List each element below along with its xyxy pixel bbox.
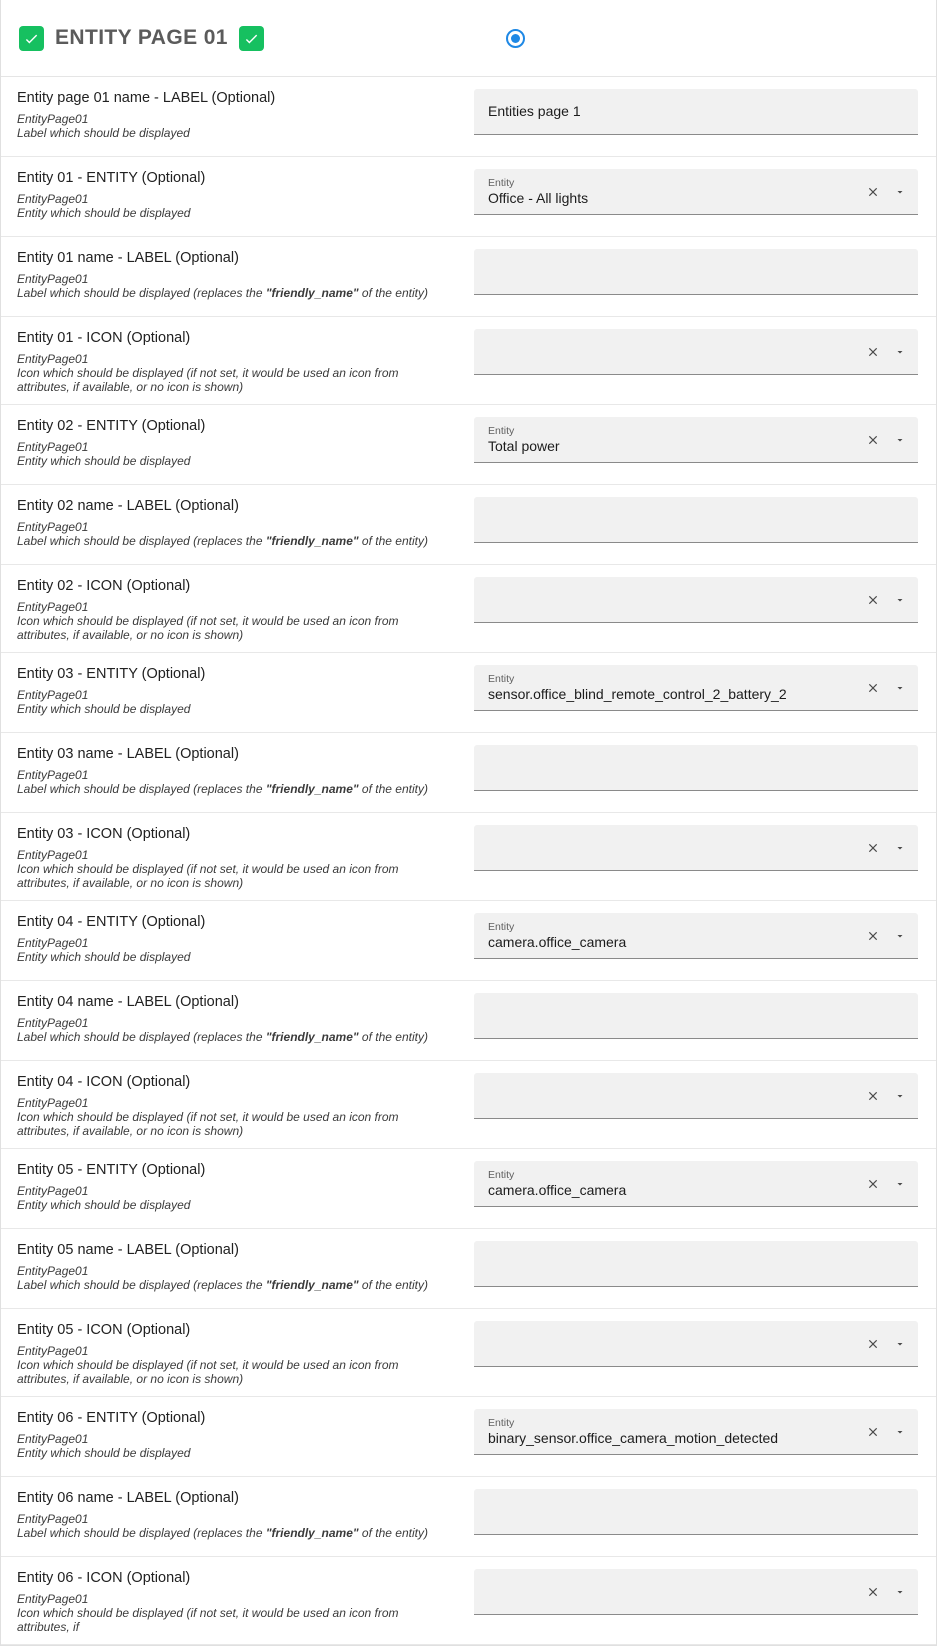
setting-row-control: [460, 1397, 936, 1476]
entity-select[interactable]: [474, 329, 918, 375]
setting-row-control: [460, 1557, 936, 1644]
chevron-down-icon[interactable]: [892, 1424, 908, 1440]
setting-row: [1, 733, 936, 813]
clear-icon[interactable]: [865, 1176, 881, 1192]
text-input[interactable]: [474, 89, 918, 135]
setting-row-info: [1, 653, 460, 732]
setting-row: [1, 1397, 936, 1477]
entity-select[interactable]: [474, 1409, 918, 1455]
setting-description: Icon which should be displayed (if not set, it would be used an icon from attributes, if available, or no icon is shown): [17, 862, 399, 890]
clear-icon[interactable]: [865, 432, 881, 448]
field-value[interactable]: camera.office_camera: [488, 933, 627, 950]
field-actions: [865, 417, 908, 462]
setting-description: Label which should be displayed (replaces the "friendly_name" of the entity): [17, 782, 428, 796]
setting-row-info: [1, 901, 460, 980]
setting-key: EntityPage01: [17, 1096, 89, 1110]
setting-description: Label which should be displayed (replaces the "friendly_name" of the entity): [17, 1526, 428, 1540]
setting-key: EntityPage01: [17, 1184, 89, 1198]
clear-icon[interactable]: [865, 840, 881, 856]
field-floating-label: Entity: [488, 1168, 515, 1181]
chevron-down-icon[interactable]: [892, 1336, 908, 1352]
setting-row-info: [1, 813, 460, 900]
setting-key: EntityPage01: [17, 1432, 89, 1446]
setting-description: Label which should be displayed: [17, 126, 190, 140]
entity-select[interactable]: [474, 577, 918, 623]
setting-row-info: [1, 317, 460, 404]
setting-row-info: [1, 485, 460, 564]
setting-row: [1, 1229, 936, 1309]
setting-description: Label which should be displayed (replaces the "friendly_name" of the entity): [17, 1278, 428, 1292]
field-actions: [865, 1409, 908, 1454]
setting-row: [1, 485, 936, 565]
setting-description: Icon which should be displayed (if not set, it would be used an icon from attributes, if available, or no icon is shown): [17, 614, 399, 642]
setting-title: Entity 02 - ICON (Optional): [17, 578, 191, 594]
setting-key: EntityPage01: [17, 1512, 89, 1526]
field-actions: [865, 1321, 908, 1366]
setting-row: [1, 1149, 936, 1229]
field-value[interactable]: Entities page 1: [488, 103, 581, 119]
field-actions: [865, 1569, 908, 1614]
setting-description: Entity which should be displayed: [17, 1446, 191, 1460]
header-left-checkbox[interactable]: [19, 26, 44, 51]
setting-row-control: [460, 1309, 936, 1396]
setting-row-control: [460, 1477, 936, 1556]
text-input[interactable]: [474, 1241, 918, 1287]
setting-row-info: [1, 157, 460, 236]
field-floating-label: Entity: [488, 424, 515, 437]
chevron-down-icon[interactable]: [892, 928, 908, 944]
setting-description: Entity which should be displayed: [17, 1198, 191, 1212]
setting-row: [1, 317, 936, 405]
chevron-down-icon[interactable]: [892, 1176, 908, 1192]
chevron-down-icon[interactable]: [892, 432, 908, 448]
settings-rows: [1, 77, 936, 1645]
header-radio-wrap: [506, 29, 525, 48]
setting-row-info: [1, 1557, 460, 1644]
page-header: [1, 0, 936, 77]
setting-key: EntityPage01: [17, 520, 89, 534]
setting-key: EntityPage01: [17, 440, 89, 454]
setting-row-info: [1, 1229, 460, 1308]
field-value[interactable]: binary_sensor.office_camera_motion_detected: [488, 1429, 779, 1446]
setting-row-info: [1, 1477, 460, 1556]
clear-icon[interactable]: [865, 1336, 881, 1352]
radio-dot: [511, 34, 520, 43]
clear-icon[interactable]: [865, 1424, 881, 1440]
setting-title: Entity 05 - ENTITY (Optional): [17, 1162, 206, 1178]
field-actions: [865, 577, 908, 622]
setting-key: EntityPage01: [17, 1016, 89, 1030]
chevron-down-icon[interactable]: [892, 680, 908, 696]
clear-icon[interactable]: [865, 1584, 881, 1600]
header-right-checkbox[interactable]: [239, 26, 264, 51]
setting-row: [1, 981, 936, 1061]
setting-key: EntityPage01: [17, 688, 89, 702]
setting-row-info: [1, 237, 460, 316]
field-value[interactable]: sensor.office_blind_remote_control_2_battery_2: [488, 685, 787, 702]
setting-key: EntityPage01: [17, 1592, 89, 1606]
setting-row-control: [460, 77, 936, 156]
setting-row-control: [460, 1149, 936, 1228]
text-input[interactable]: [474, 745, 918, 791]
field-actions: [865, 665, 908, 710]
setting-row-info: [1, 405, 460, 484]
entity-select[interactable]: [474, 169, 918, 215]
setting-row: [1, 77, 936, 157]
field-floating-label: Entity: [488, 176, 515, 189]
field-floating-label: Entity: [488, 1416, 515, 1429]
setting-key: EntityPage01: [17, 600, 89, 614]
text-input[interactable]: [474, 249, 918, 295]
setting-title: Entity 06 name - LABEL (Optional): [17, 1490, 239, 1506]
setting-title: Entity 06 - ENTITY (Optional): [17, 1410, 206, 1426]
setting-row-control: [460, 157, 936, 236]
setting-key: EntityPage01: [17, 112, 89, 126]
entity-select[interactable]: [474, 1073, 918, 1119]
setting-row-info: [1, 1061, 460, 1148]
chevron-down-icon[interactable]: [892, 1088, 908, 1104]
setting-title: Entity 04 - ENTITY (Optional): [17, 914, 206, 930]
setting-description: Icon which should be displayed (if not set, it would be used an icon from attributes, if available, or no icon is shown): [17, 1358, 399, 1386]
setting-row-control: [460, 653, 936, 732]
setting-row: [1, 565, 936, 653]
setting-row: [1, 901, 936, 981]
setting-description: Label which should be displayed (replaces the "friendly_name" of the entity): [17, 534, 428, 548]
setting-description: Icon which should be displayed (if not set, it would be used an icon from attributes, if available, or no icon is shown): [17, 366, 399, 394]
clear-icon[interactable]: [865, 1088, 881, 1104]
setting-row-control: [460, 733, 936, 812]
setting-key: EntityPage01: [17, 1264, 89, 1278]
text-input[interactable]: [474, 993, 918, 1039]
setting-key: EntityPage01: [17, 848, 89, 862]
field-value[interactable]: camera.office_camera: [488, 1181, 627, 1198]
setting-row-info: [1, 981, 460, 1060]
setting-row-control: [460, 485, 936, 564]
setting-key: EntityPage01: [17, 768, 89, 782]
setting-row-info: [1, 1397, 460, 1476]
setting-title: Entity 01 - ENTITY (Optional): [17, 170, 206, 186]
setting-title: Entity 05 - ICON (Optional): [17, 1322, 191, 1338]
header-radio-button[interactable]: [506, 29, 525, 48]
setting-title: Entity 03 - ENTITY (Optional): [17, 666, 206, 682]
setting-row-info: [1, 565, 460, 652]
clear-icon[interactable]: [865, 344, 881, 360]
setting-title: Entity 03 - ICON (Optional): [17, 826, 191, 842]
text-input[interactable]: [474, 497, 918, 543]
setting-description: Label which should be displayed (replaces the "friendly_name" of the entity): [17, 1030, 428, 1044]
setting-key: EntityPage01: [17, 192, 89, 206]
chevron-down-icon[interactable]: [892, 184, 908, 200]
setting-key: EntityPage01: [17, 272, 89, 286]
setting-description: Entity which should be displayed: [17, 206, 191, 220]
entity-select[interactable]: [474, 665, 918, 711]
setting-row: [1, 237, 936, 317]
entity-select[interactable]: [474, 913, 918, 959]
setting-key: EntityPage01: [17, 352, 89, 366]
setting-row: [1, 157, 936, 237]
setting-row: [1, 653, 936, 733]
clear-icon[interactable]: [865, 592, 881, 608]
clear-icon[interactable]: [865, 184, 881, 200]
setting-row-control: [460, 317, 936, 404]
setting-title: Entity 05 name - LABEL (Optional): [17, 1242, 239, 1258]
entity-select[interactable]: [474, 1321, 918, 1367]
setting-row-control: [460, 813, 936, 900]
setting-title: Entity 02 - ENTITY (Optional): [17, 418, 206, 434]
setting-row: [1, 1309, 936, 1397]
chevron-down-icon[interactable]: [892, 1584, 908, 1600]
setting-key: EntityPage01: [17, 936, 89, 950]
field-actions: [865, 329, 908, 374]
setting-description: Entity which should be displayed: [17, 454, 191, 468]
field-value[interactable]: Total power: [488, 437, 560, 454]
field-value[interactable]: Office - All lights: [488, 189, 589, 206]
field-floating-label: Entity: [488, 672, 515, 685]
setting-row-control: [460, 901, 936, 980]
chevron-down-icon[interactable]: [892, 592, 908, 608]
setting-row-info: [1, 77, 460, 156]
setting-title: Entity 01 name - LABEL (Optional): [17, 250, 239, 266]
page-title: ENTITY PAGE 01: [55, 26, 228, 49]
setting-description: Icon which should be displayed (if not set, it would be used an icon from attributes, if available, or no icon is shown): [17, 1110, 399, 1138]
setting-title: Entity 04 - ICON (Optional): [17, 1074, 191, 1090]
setting-description: Entity which should be displayed: [17, 702, 191, 716]
setting-row-info: [1, 1309, 460, 1396]
setting-row-control: [460, 405, 936, 484]
field-actions: [865, 1073, 908, 1118]
field-actions: [865, 1161, 908, 1206]
text-input[interactable]: [474, 1489, 918, 1535]
setting-title: Entity page 01 name - LABEL (Optional): [17, 90, 276, 106]
field-floating-label: Entity: [488, 920, 515, 933]
setting-row: [1, 1557, 936, 1645]
setting-title: Entity 03 name - LABEL (Optional): [17, 746, 239, 762]
setting-description: Label which should be displayed (replaces the "friendly_name" of the entity): [17, 286, 428, 300]
field-actions: [865, 169, 908, 214]
entity-select[interactable]: [474, 1569, 918, 1615]
setting-row: [1, 405, 936, 485]
setting-row-info: [1, 733, 460, 812]
setting-title: Entity 06 - ICON (Optional): [17, 1570, 191, 1586]
setting-row: [1, 1477, 936, 1557]
clear-icon[interactable]: [865, 680, 881, 696]
setting-title: Entity 02 name - LABEL (Optional): [17, 498, 239, 514]
setting-description: Entity which should be displayed: [17, 950, 191, 964]
entity-select[interactable]: [474, 417, 918, 463]
setting-row-control: [460, 1229, 936, 1308]
chevron-down-icon[interactable]: [892, 344, 908, 360]
entity-select[interactable]: [474, 825, 918, 871]
setting-title: Entity 04 name - LABEL (Optional): [17, 994, 239, 1010]
setting-row-control: [460, 237, 936, 316]
clear-icon[interactable]: [865, 928, 881, 944]
setting-description: Icon which should be displayed (if not set, it would be used an icon from attributes, if: [17, 1606, 399, 1634]
entity-select[interactable]: [474, 1161, 918, 1207]
setting-row-control: [460, 565, 936, 652]
chevron-down-icon[interactable]: [892, 840, 908, 856]
field-actions: [865, 825, 908, 870]
setting-row: [1, 1061, 936, 1149]
setting-row-control: [460, 981, 936, 1060]
setting-row-info: [1, 1149, 460, 1228]
setting-row-control: [460, 1061, 936, 1148]
setting-title: Entity 01 - ICON (Optional): [17, 330, 191, 346]
setting-row: [1, 813, 936, 901]
setting-key: EntityPage01: [17, 1344, 89, 1358]
field-actions: [865, 913, 908, 958]
